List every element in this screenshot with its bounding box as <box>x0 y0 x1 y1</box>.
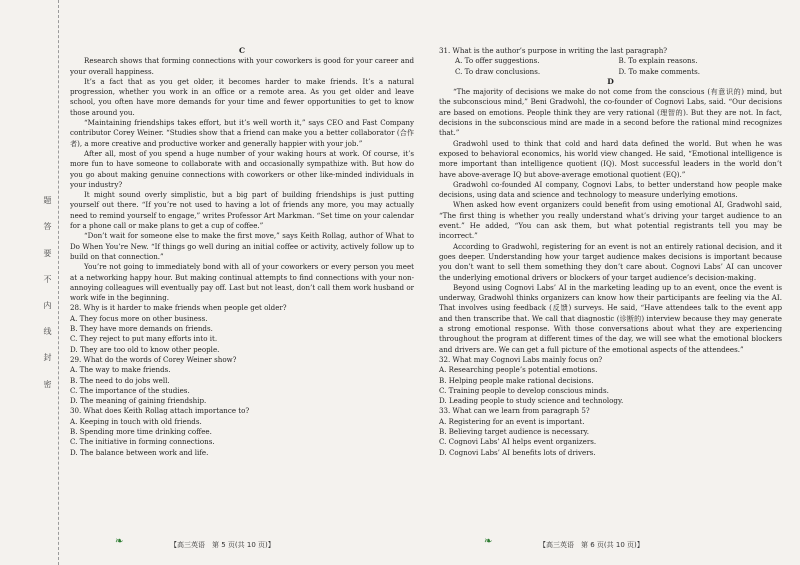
section-title: C <box>238 46 246 55</box>
paragraph: After all, most of you spend a huge number of your waking hours at work. Of course, it’s more fun to have someone to collaborate with and occasionally sympathize with. But how do you go about making genuine connections with coworkers or other like-minded individuals in your industry? <box>70 148 414 189</box>
binding-margin <box>0 0 59 565</box>
answer-option: A. To offer suggestions. <box>455 56 540 66</box>
paragraph: Gradwohl co-founded AI company, Cognovi Labs, to better understand how people make decisions, using data and science and technology to measure underlying emotions. <box>439 179 782 200</box>
question-stem: 33. What can we learn from paragraph 5? <box>439 406 590 416</box>
paragraph: “Maintaining friendships takes effort, but it’s well worth it,” says CEO and Fast Company contributor Corey Weiner. “Studies show that a friend can make you a better collaborator (合作者), a more creative and productive worker and generally happier with your job.” <box>70 118 414 148</box>
binding-char: 题 <box>43 196 52 204</box>
paragraph: Beyond using Cognovi Labs’ AI in the marketing leading up to an event, once the event is underway, Gradwohl thinks organizers can know how their participants are feeling via the AI. That involves using feedback (反馈) surveys. He said, “Have attendees talk to the event app and then transcribe that. We call that diagnostic (诊断的) interview because they may generate a strong emotional response. With those conversations about what they are experiencing throughout the program at different times of the day, we will see what the emotional blockers and drivers are. We can get a full picture of the emotional aspects of the attendees.” <box>439 282 782 354</box>
answer-option: B. The need to do jobs well. <box>70 375 170 385</box>
answer-option: D. The meaning of gaining friendship. <box>70 396 207 406</box>
paragraph: Research shows that forming connections with your coworkers is good for your career and your overall happiness. <box>70 56 414 76</box>
answer-option: B. Believing target audience is necessary. <box>439 426 589 436</box>
answer-option: C. To draw conclusions. <box>455 66 541 76</box>
answer-option: B. To explain reasons. <box>618 56 698 66</box>
leaf-icon: ❧ <box>484 536 493 547</box>
answer-option: D. Cognovi Labs’ AI benefits lots of drivers. <box>439 447 596 457</box>
binding-char: 线 <box>43 327 52 335</box>
paragraph: Gradwohl used to think that cold and hard data defined the world. But when he was exposed to behavioral economics, his world view changed. He said, “Emotional intelligence is more important than intelligence quotient (IQ). Most successful leaders in the world don’t have above-average IQ but above-average emotional quotient (EQ).” <box>439 138 782 179</box>
right-page <box>439 46 782 458</box>
answer-options-row <box>455 67 782 77</box>
question-stem: 32. What may Cognovi Labs mainly focus on? <box>439 354 603 364</box>
answer-option: C. The importance of the studies. <box>70 385 190 395</box>
paragraph: “Don’t wait for someone else to make the first move,” says Keith Rollag, author of What to Do When You’re New. “If things go well during an initial coffee or activity, actively follow up to build on that connection.” <box>70 231 414 261</box>
paragraph: “The majority of decisions we make do not come from the conscious (有意识的) mind, but the subconscious mind,” Beni Gradwohl, the co-founder of Cognovi Labs, said. “Our decisions are based on emotions. People think they are very rational (理智的). But they are not. In fact, decisions in the subconscious mind are made in a second before the rational mind recognizes that.” <box>439 87 782 138</box>
binding-char: 答 <box>43 222 52 230</box>
answer-option: A. Researching people’s potential emotions. <box>439 365 598 375</box>
answer-option: D. The balance between work and life. <box>70 447 209 457</box>
answer-option: B. Spending more time drinking coffee. <box>70 426 212 436</box>
question-stem: 28. Why is it harder to make friends when people get older? <box>70 303 287 313</box>
question-stem: 29. What do the words of Corey Weiner show? <box>70 354 237 364</box>
paragraph: It’s a fact that as you get older, it becomes harder to make friends. It’s a natural progression, whether you work in an office or a remote area. As you get older and leave school, you often have more demands for your time and fewer opportunities to get to know those around you. <box>70 76 414 117</box>
left-page <box>70 46 414 458</box>
answer-option: C. They reject to put many efforts into it. <box>70 334 218 344</box>
answer-option: D. To make comments. <box>618 66 701 76</box>
answer-options-row <box>455 56 782 66</box>
answer-option: A. They focus more on other business. <box>70 313 208 323</box>
paragraph: It might sound overly simplistic, but a big part of building friendships is just putting yourself out there. “If you’re not used to having a lot of friends any more, you may actually need to remind yourself to engage,” writes Professor Art Markman. “Set time on your calendar for a phone call or make plans to get a cup of coffee.” <box>70 190 414 231</box>
answer-option: C. The initiative in forming connections. <box>70 437 215 447</box>
answer-option: C. Cognovi Labs’ AI helps event organizers. <box>439 437 597 447</box>
page-footer: 【高三英语 第 6 页(共 10 页)】 <box>539 541 644 549</box>
binding-char: 内 <box>43 301 52 309</box>
binding-char: 密 <box>43 380 52 388</box>
paragraph: You’re not going to immediately bond with all of your coworkers or every person you meet at a networking happy hour. But making continual attempts to find connections with your non-annoying colleagues will eventually pay off. Last but not least, don’t call them work husband or work wife in the beginning. <box>70 262 414 303</box>
page-footer: 【高三英语 第 5 页(共 10 页)】 <box>170 541 275 549</box>
answer-option: A. The way to make friends. <box>70 365 171 375</box>
paragraph: According to Gradwohl, registering for an event is not an entirely rational decision, and it goes deeper. Understanding how your target audience makes decisions is important because you don’t want to sell them something they don’t care about. Cognovi Labs’ AI can uncover the underlying emotional drivers or blockers of your target audience’s decision-making. <box>439 241 782 282</box>
answer-option: B. Helping people make rational decisions. <box>439 375 594 385</box>
answer-option: D. Leading people to study science and technology. <box>439 396 624 406</box>
binding-char: 不 <box>43 275 52 283</box>
answer-option: C. Training people to develop conscious minds. <box>439 385 609 395</box>
section-title: D <box>607 76 614 86</box>
question-stem: 30. What does Keith Rollag attach importance to? <box>70 406 250 416</box>
answer-option: A. Registering for an event is important. <box>439 416 585 426</box>
answer-option: B. They have more demands on friends. <box>70 324 213 334</box>
answer-option: A. Keeping in touch with old friends. <box>70 416 202 426</box>
binding-char: 封 <box>43 353 52 361</box>
question-stem: 31. What is the author’s purpose in writing the last paragraph? <box>439 46 668 55</box>
leaf-icon: ❧ <box>115 536 124 547</box>
binding-char: 要 <box>43 249 52 257</box>
answer-option: D. They are too old to know other people. <box>70 344 220 354</box>
paragraph: When asked how event organizers could benefit from using emotional AI, Gradwohl said, “The first thing is whether you really understand what’s driving your target audience to an event.” He added, “You can ask them, but what potential registrants tell you may be incorrect.” <box>439 200 782 241</box>
